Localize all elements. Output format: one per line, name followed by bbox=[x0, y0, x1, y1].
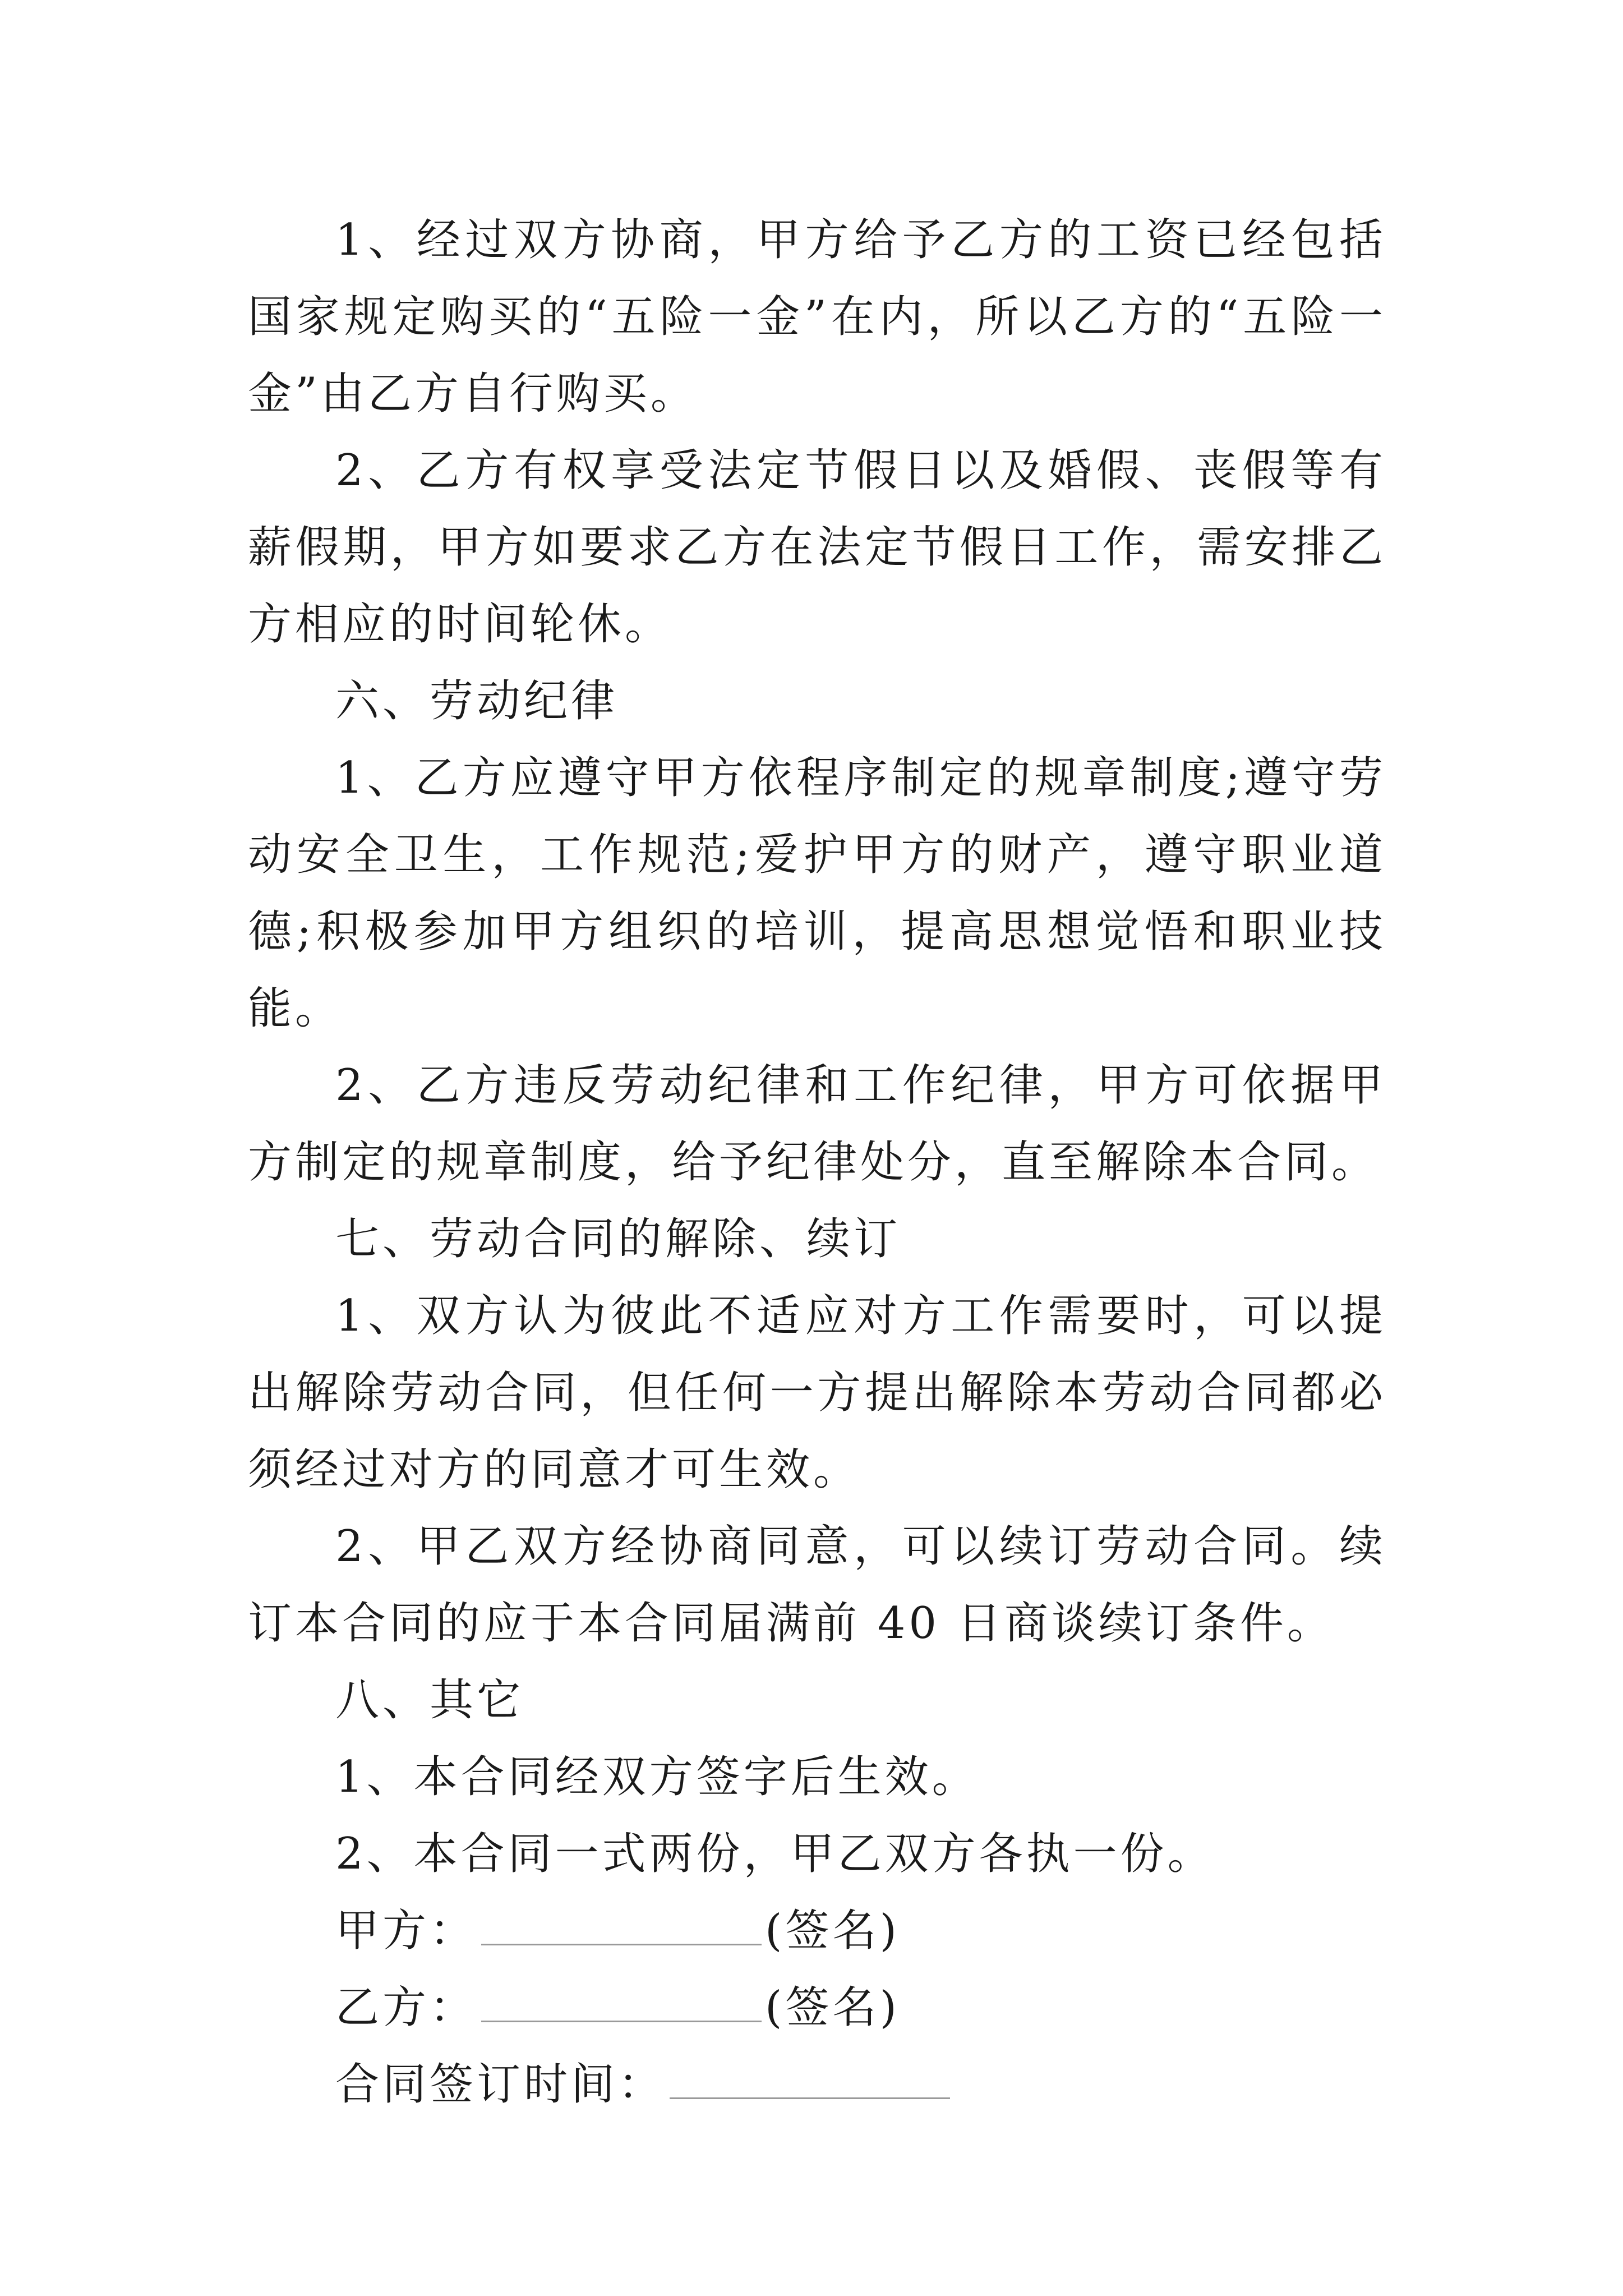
party-a-signature-blank[interactable] bbox=[481, 1909, 762, 1945]
party-a-signature-row bbox=[248, 1893, 1386, 1970]
party-b-label: 乙方： bbox=[335, 1982, 477, 2033]
signing-date-label: 合同签订时间： bbox=[335, 2059, 666, 2110]
clause-discipline-violation: 2、乙方违反劳动纪律和工作纪律，甲方可依据甲方制定的规章制度，给予纪律处分，直至解除本合同。 bbox=[248, 1060, 1386, 1188]
clause-effective: 1、本合同经双方签字后生效。 bbox=[335, 1752, 979, 1802]
party-a-label: 甲方： bbox=[335, 1906, 477, 1956]
section-heading-other: 八、其它 bbox=[335, 1675, 524, 1726]
contract-body bbox=[248, 202, 1386, 2123]
party-b-signature-blank[interactable] bbox=[481, 1986, 762, 2022]
section-heading-termination-renewal: 七、劳动合同的解除、续订 bbox=[335, 1214, 901, 1264]
clause-renewal: 2、甲乙双方经协商同意，可以续订劳动合同。续订本合同的应于本合同届满前 40 日商谈续订条件。 bbox=[248, 1521, 1386, 1649]
signing-date-blank[interactable] bbox=[670, 2063, 950, 2099]
section-heading-labor-discipline: 六、劳动纪律 bbox=[335, 676, 619, 726]
clause-copies: 2、本合同一式两份，甲乙双方各执一份。 bbox=[335, 1829, 1215, 1879]
party-a-signature-suffix: (签名) bbox=[765, 1906, 900, 1956]
clause-obey-rules: 1、乙方应遵守甲方依程序制定的规章制度;遵守劳动安全卫生，工作规范;爱护甲方的财产，遵守职业道德;积极参加甲方组织的培训，提高思想觉悟和职业技能。 bbox=[248, 753, 1386, 1034]
clause-termination: 1、双方认为彼此不适应对方工作需要时，可以提出解除劳动合同，但任何一方提出解除本劳动合同都必须经过对方的同意才可生效。 bbox=[248, 1291, 1386, 1495]
clause-wages-insurance: 1、经过双方协商，甲方给予乙方的工资已经包括国家规定购买的“五险一金”在内，所以乙方的“五险一金”由乙方自行购买。 bbox=[248, 215, 1386, 419]
signing-date-row bbox=[248, 2046, 1386, 2123]
party-b-signature-row bbox=[248, 1970, 1386, 2046]
party-b-signature-suffix: (签名) bbox=[765, 1982, 900, 2033]
clause-paid-holidays: 2、乙方有权享受法定节假日以及婚假、丧假等有薪假期，甲方如要求乙方在法定节假日工作，需安排乙方相应的时间轮休。 bbox=[248, 445, 1386, 650]
